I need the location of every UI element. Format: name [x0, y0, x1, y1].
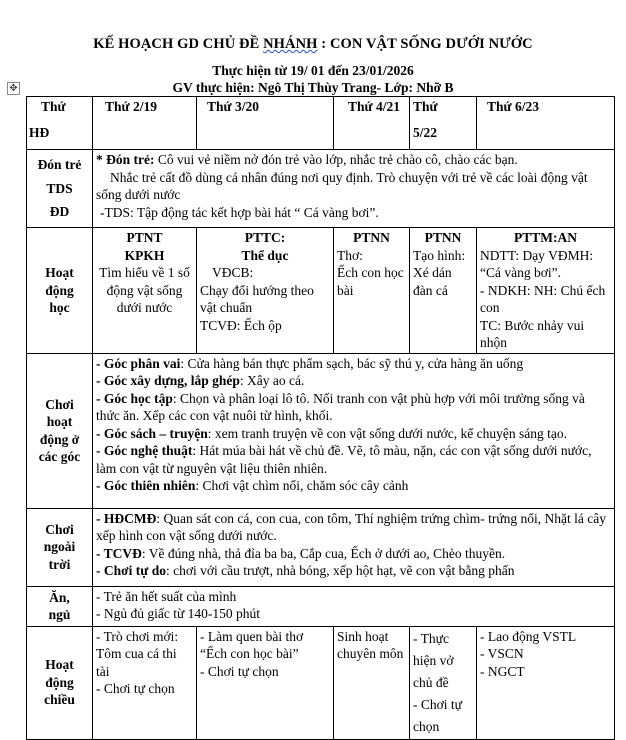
outdoor-item: - Chơi tự do: chơi với cầu trượt, nhà bóng, xếp hột hạt, vẽ con vật bằng phấn — [96, 563, 515, 578]
learning-tuesday: PTTC: Thể dục VĐCB: Chạy đổi hướng theo vật chuẩn TCVĐ: Ếch ộp — [197, 228, 334, 354]
plan-period: Thực hiện từ 19/ 01 đến 23/01/2026 — [212, 63, 414, 78]
corner-item: - Góc sách – truyện: xem tranh truyện về con vật sống dưới nước, kể chuyện sáng tạo. — [96, 425, 567, 441]
header-cell-tuesday: Thứ 3/20 — [197, 97, 334, 150]
afternoon-wednesday: Sinh hoạt chuyên môn — [334, 626, 410, 739]
corner-item: - Góc nghệ thuật: Hát múa bài hát về chủ đề. Vẽ, tô màu, nặn, các con vật sống dưới nước, làm con vật từ nguyên vật liệu thiên nhiên. — [96, 443, 592, 476]
afternoon-thursday: - Thực hiện vở chủ đề - Chơi tự chọn — [410, 626, 477, 739]
learning-friday: PTTM:AN NDTT: Dạy VĐMH: “Cá vàng bơi”. - NDKH: NH: Chú ếch con TC: Bước nhảy vui nhộn — [477, 228, 615, 354]
corner-item: - Góc học tập: Chọn và phân loại lô tô. Nối tranh con vật phù hợp với môi trường sống và thức ăn. Xếp các con vật nuôi từ hình, khối. — [96, 390, 585, 423]
row-afternoon — [27, 626, 615, 739]
corners-content — [93, 353, 615, 508]
corner-item: - Góc xây dựng, lắp ghép: Xây ao cá. — [96, 373, 305, 388]
row-welcome — [27, 150, 615, 228]
row-label-learning: Hoạt động học — [27, 228, 93, 354]
afternoon-monday: - Trò chơi mới: Tôm cua cá thi tài - Chơi tự chọn — [93, 626, 197, 739]
row-label-afternoon: Hoạt động chiều — [27, 626, 93, 739]
row-label-meal: Ăn, ngủ — [27, 586, 93, 626]
title-underlined-word: NHÁNH — [263, 36, 318, 52]
header-cell-thursday: Thứ 5/22 — [410, 97, 477, 150]
weekly-plan-table — [26, 96, 615, 740]
table-header-row — [27, 97, 615, 150]
corner-item: - Góc phân vai: Cửa hàng bán thực phẩm sạch, bác sỹ thú y, cửa hàng ăn uống — [96, 355, 524, 371]
row-corners — [27, 353, 615, 508]
outdoor-item: - HĐCMĐ: Quan sát con cá, con cua, con tôm, Thí nghiệm trứng chìm- trứng nổi, Nhặt lá cây xếp hình con vật sống dưới nước. — [96, 510, 607, 543]
afternoon-friday: - Lao động VSTL - VSCN - NGCT — [477, 626, 615, 739]
learning-wednesday: PTNN Thơ: Ếch con học bài — [334, 228, 410, 354]
header-cell-monday: Thứ 2/19 — [93, 97, 197, 150]
row-meal — [27, 586, 615, 626]
row-outdoor — [27, 508, 615, 586]
header-cell-wednesday: Thứ 4/21 — [334, 97, 410, 150]
outdoor-content — [93, 508, 615, 586]
header-cell-friday: Thứ 6/23 — [477, 97, 615, 150]
meal-content: - Trẻ ăn hết suất của mình - Ngủ đủ giấc từ 140-150 phút — [93, 586, 615, 626]
plan-teacher: GV thực hiện: Ngô Thị Thùy Trang- Lớp: Nhỡ B — [172, 80, 454, 95]
outdoor-item: - TCVĐ: Về đúng nhà, thả đỉa ba ba, Cắp cua, Ếch ở dưới ao, Chèo thuyền. — [96, 545, 506, 561]
row-label-welcome: Đón trẻ TDS ĐD — [27, 150, 93, 228]
corner-item: - Góc thiên nhiên: Chơi vật chìm nổi, chăm sóc cây cảnh — [96, 478, 409, 493]
row-learning — [27, 228, 615, 354]
row-label-outdoor: Chơi ngoài trời — [27, 508, 93, 586]
welcome-content: * Đón trẻ: Cô vui vẻ niềm nở đón trẻ vào lớp, nhắc trẻ chào cô, chào các bạn. Nhắc trẻ cất đồ dùng cá nhân đúng nơi quy định. Trò chuyện với trẻ về các loài động vật sống dưới nước -TDS: Tập động tác kết hợp bài hát “ Cá vàng bơi”. — [93, 150, 615, 228]
header-cell-activity: Thứ HĐ — [27, 97, 93, 150]
row-label-corners: Chơi hoạt động ở các góc — [27, 353, 93, 508]
afternoon-tuesday: - Làm quen bài thơ “Ếch con học bài” - Chơi tự chọn — [197, 626, 334, 739]
learning-thursday: PTNN Tạo hình: Xé dán đàn cá — [410, 228, 477, 354]
move-arrows-icon[interactable]: ✥ — [7, 82, 20, 95]
plan-title: KẾ HOẠCH GD CHỦ ĐỀ NHÁNH : CON VẬT SỐNG DƯỚI NƯỚC — [93, 36, 533, 52]
learning-monday: PTNT KPKH Tìm hiểu về 1 số động vật sống dưới nước — [93, 228, 197, 354]
